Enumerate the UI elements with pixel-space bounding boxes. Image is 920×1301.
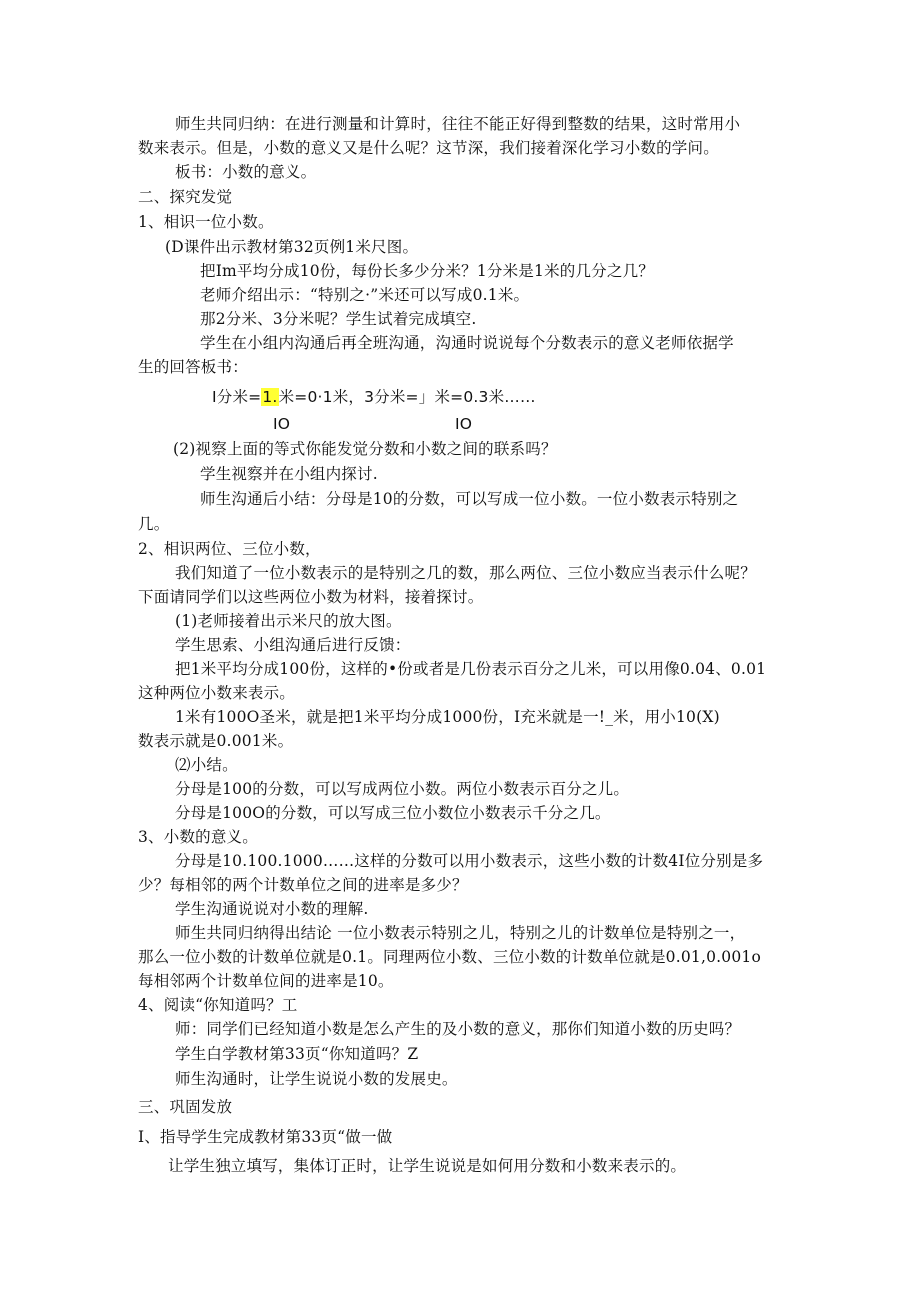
paragraph-summary: 师生共同归纳：在进行测量和计算时，往往不能正好得到整数的结果，这时常用小 <box>175 115 741 133</box>
section-two-hundredths-cont: 这种两位小数来表示。 <box>138 684 296 702</box>
section-three-conclusion-end: 每相邻两个计数单位间的进率是10。 <box>138 972 394 990</box>
section-three-title: 3、小数的意义。 <box>138 828 258 846</box>
equation-prefix: I分米= <box>212 388 262 406</box>
equation-denominator-1: IO <box>273 415 291 433</box>
section-two-rule-2: 分母是100O的分数，可以写成三位小数位小数表示千分之几。 <box>175 804 611 822</box>
section-three-conclusion-cont: 那么一位小数的计数单位就是0.1。同理两位小数、三位小数的计数单位就是0.01,0.001o <box>138 948 761 966</box>
section-two-title: 2、相识两位、三位小数， <box>138 540 321 558</box>
equation-denominator-2: IO <box>455 415 473 433</box>
section-one-summary-cont: 几。 <box>138 515 170 533</box>
section-two-rule-1: 分母是100的分数，可以写成两位小数。两位小数表示百分之儿。 <box>175 780 630 798</box>
section-one-intro: 老师介绍出示：“特别之·”米还可以写成0.1米。 <box>200 286 530 304</box>
section-two-feedback: 学生思索、小组沟通后进行反馈： <box>175 636 411 654</box>
equation-rest: 米=0·1米，3分米=」米=0.3米…… <box>278 388 536 406</box>
section-one-discuss-cont: 生的回答板书： <box>138 358 248 376</box>
section-three-discuss: 学生沟通说说对小数的理解. <box>175 900 369 918</box>
paragraph-summary-cont: 数来表示。但是，小数的意义又是什么呢？这节深，我们接着深化学习小数的学问。 <box>138 139 719 157</box>
section-two-step-1: (1)老师接着出示米尺的放大图。 <box>175 612 402 630</box>
section-four-selfstudy: 学生白学教材第33页“你知道吗？Z <box>175 1045 419 1063</box>
section-two-thousandths-cont: 数表示就是0.001米。 <box>138 732 294 750</box>
highlighted-text: 1. <box>262 388 278 406</box>
section-three-conclusion: 师生共同归纳得出结论 一位小数表示特别之儿，特别之儿的计数单位是特别之一， <box>175 924 746 942</box>
section-one-observe: 学生视察并在小组内探讨. <box>200 465 378 483</box>
section-four-history: 师生沟通时，让学生说说小数的发展史。 <box>175 1070 458 1088</box>
section-three-question: 分母是10.100.1000……这样的分数可以用小数表示，这些小数的计数4I位分别是多 <box>175 852 764 870</box>
practice-title: I、指导学生完成教材第33页“做一做 <box>138 1128 393 1146</box>
section-three-question-cont: 少？每相邻的两个计数单位之间的进率是多少？ <box>138 876 468 894</box>
section-one-fill: 那2分米、3分米呢？学生试着完成填空. <box>200 310 477 328</box>
section-four-teacher: 师：同学们已经知道小数是怎么产生的及小数的意义，那你们知道小数的历史吗？ <box>175 1020 741 1038</box>
section-one-title: 1、相识一位小数。 <box>138 213 274 231</box>
blackboard-note: 板书：小数的意义。 <box>175 163 317 181</box>
section-one-step-1: (D课件出示教材第32页例1米尺图。 <box>165 238 419 256</box>
practice-instruction: 让学生独立填写，集体订正时，让学生说说是如何用分数和小数来表示的。 <box>168 1157 687 1175</box>
section-one-question: 把Im平均分成10份，每份长多少分米？1分米是1米的几分之几？ <box>200 262 654 280</box>
section-two-hundredths: 把1米平均分成100份，这样的•份或者是几份表示百分之儿米，可以用像0.04、0.01 <box>175 660 767 678</box>
heading-consolidate: 三、巩固发放 <box>138 1098 233 1116</box>
section-one-summary: 师生沟通后小结：分母是10的分数，可以写成一位小数。一位小数表示特别之 <box>200 490 739 508</box>
section-one-discuss: 学生在小组内沟通后再全班沟通，沟通时说说每个分数表示的意义老师依据学 <box>200 334 734 352</box>
section-two-intro: 我们知道了一位小数表示的是特别之几的数，那么两位、三位小数应当表示什么呢？ <box>175 564 756 582</box>
section-two-intro-cont: 下面请同学们以这些两位小数为材料，接着探讨。 <box>138 588 484 606</box>
heading-explore: 二、探究发觉 <box>138 188 233 206</box>
section-four-title: 4、阅读“你知道吗？工 <box>138 996 298 1014</box>
equation-line <box>212 386 536 408</box>
section-two-thousandths: 1米有100O圣米，就是把1米平均分成1000份，I充米就是一!_米，用小10(X) <box>175 708 720 726</box>
section-two-step-2: ⑵小结。 <box>175 756 238 774</box>
section-one-step-2: (2)视察上面的等式你能发觉分数和小数之间的联系吗？ <box>173 440 557 458</box>
